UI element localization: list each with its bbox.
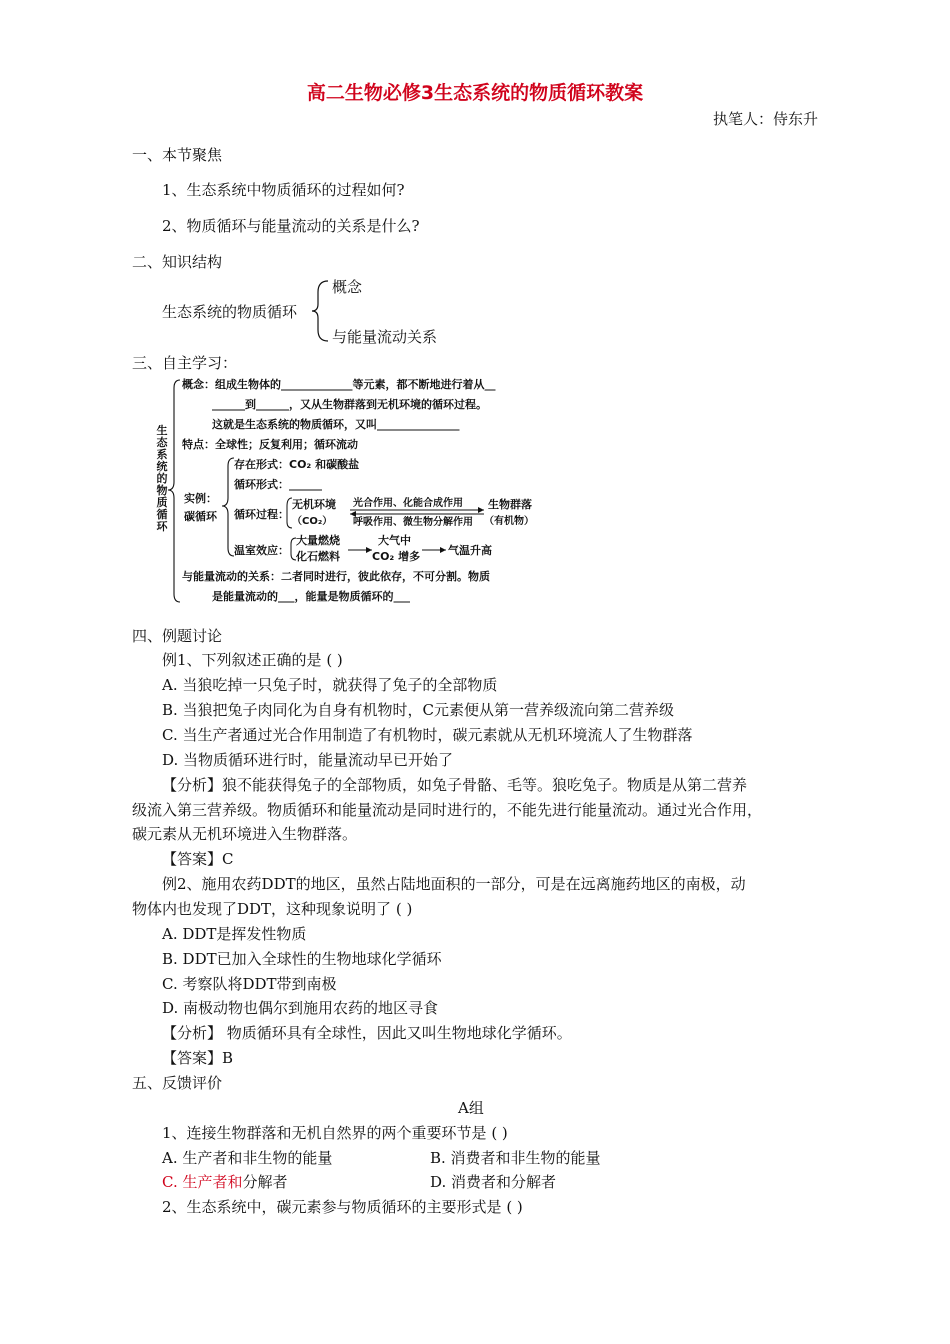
feedback-question-2: 2、生态系统中，碳元素参与物质循环的主要形式是 ( ) bbox=[162, 1198, 523, 1216]
arrow-bottom-label: 呼吸作用、微生物分解作用 bbox=[353, 517, 473, 528]
concept-line-a: 概念：组成生物体的_____________等元素，都不断地进行着从__ bbox=[182, 378, 496, 391]
option-c-highlight: C. 生产者和 bbox=[162, 1173, 243, 1191]
burn-line-2: 化石燃料 bbox=[296, 550, 340, 563]
section-3-heading: 三、自主学习： bbox=[132, 354, 238, 372]
example-2-question-2: 物体内也发现了DDT，这种现象说明了 ( ) bbox=[132, 900, 413, 918]
section-2-heading: 二、知识结构 bbox=[132, 253, 223, 271]
side-label-char: 统 bbox=[156, 460, 168, 473]
example-1-option-d: D. 当物质循环进行时，能量流动早已开始了 bbox=[162, 751, 454, 769]
side-label-char: 态 bbox=[156, 436, 168, 449]
example-1-option-c: C. 当生产者通过光合作用制造了有机物时，碳元素就从无机环境流人了生物群落 bbox=[162, 726, 693, 744]
section-1-heading: 一、本节聚焦 bbox=[132, 146, 223, 164]
burn-line-1: 大量燃烧 bbox=[296, 534, 340, 547]
concept-line-b: ______到______，又从生物群落到无机环境的循环过程。 bbox=[212, 398, 487, 411]
temperature-rise: 气温升高 bbox=[448, 544, 492, 557]
question-2: 2、物质循环与能量流动的关系是什么? bbox=[162, 217, 420, 235]
arrow-forward-head bbox=[478, 507, 484, 513]
feedback-q1-option-c bbox=[162, 1172, 288, 1192]
arrow-top-label: 光合作用、化能合成作用 bbox=[353, 498, 463, 509]
air-line-1: 大气中 bbox=[378, 534, 411, 547]
structure-branch-relation: 与能量流动关系 bbox=[332, 328, 438, 346]
page-title: 高二生物必修3生态系统的物质循环教案 bbox=[306, 82, 644, 104]
feature-line: 特点：全球性；反复利用；循环流动 bbox=[182, 438, 358, 451]
section-5-heading: 五、反馈评价 bbox=[132, 1074, 223, 1092]
example-2-analysis: 【分析】 物质循环具有全球性，因此又叫生物地球化学循环。 bbox=[162, 1024, 572, 1042]
example-2-answer: 【答案】B bbox=[162, 1049, 234, 1067]
relation-line-a: 与能量流动的关系：二者同时进行，彼此依存，不可分割。物质 bbox=[182, 570, 490, 583]
example-1-answer: 【答案】C bbox=[162, 850, 234, 868]
side-label-char: 物 bbox=[156, 484, 168, 497]
author-line: 执笔人：侍东升 bbox=[712, 110, 818, 128]
example-1-analysis-2: 级流入第三营养级。物质循环和能量流动是同时进行的，不能先进行能量流动。通过光合作用， bbox=[132, 801, 763, 819]
carbon-cycle-diagram bbox=[150, 372, 570, 608]
organic-matter-label: （有机物） bbox=[484, 516, 534, 527]
example-2-option-b: B. DDT已加入全球性的生物地球化学循环 bbox=[162, 950, 442, 968]
example-1-question: 例1、下列叙述正确的是 ( ) bbox=[162, 651, 343, 669]
relation-line-b: 是能量流动的___，能量是物质循环的___ bbox=[212, 590, 410, 603]
concept-line-c: 这就是生态系统的物质循环，又叫_______________ bbox=[212, 418, 460, 431]
option-c-rest: 分解者 bbox=[242, 1173, 288, 1191]
air-line-2: CO₂ 增多 bbox=[372, 550, 421, 563]
example-label: 实例： bbox=[184, 492, 217, 505]
carbon-cycle-label: 碳循环 bbox=[184, 510, 217, 523]
inorganic-environment: 无机环境 bbox=[292, 498, 336, 511]
example-2-option-d: D. 南极动物也偶尔到施用农药的地区寻食 bbox=[162, 999, 439, 1017]
structure-root: 生态系统的物质循环 bbox=[162, 303, 298, 321]
example-2-option-a: A. DDT是挥发性物质 bbox=[162, 925, 307, 943]
structure-branch-concept: 概念 bbox=[332, 278, 363, 296]
process-label: 循环过程： bbox=[234, 508, 289, 521]
side-label-char: 质 bbox=[156, 496, 168, 509]
side-label-char: 循 bbox=[156, 508, 168, 521]
side-label-char: 的 bbox=[156, 472, 168, 485]
diagram-side-label bbox=[157, 423, 169, 533]
form-exist: 存在形式：CO₂ 和碳酸盐 bbox=[234, 458, 360, 471]
biotic-community: 生物群落 bbox=[488, 498, 532, 511]
structure-brace bbox=[310, 278, 332, 344]
greenhouse-label: 温室效应： bbox=[234, 544, 289, 557]
greenhouse-arrow-2-head bbox=[440, 547, 446, 553]
question-1: 1、生态系统中物质循环的过程如何? bbox=[162, 181, 405, 199]
side-label-char: 生 bbox=[156, 424, 168, 437]
side-label-char: 环 bbox=[156, 520, 168, 533]
example-2-question-1: 例2、施用农药DDT的地区，虽然占陆地面积的一部分，可是在远离施药地区的南极，动 bbox=[162, 875, 746, 893]
side-label-char: 系 bbox=[156, 448, 168, 461]
svg-text:生态系统的物质循环 bbox=[157, 423, 169, 533]
feedback-q1-option-a: A. 生产者和非生物的能量 bbox=[162, 1149, 333, 1167]
example-2-option-c: C. 考察队将DDT带到南极 bbox=[162, 975, 337, 993]
co2-label: （CO₂） bbox=[292, 516, 333, 527]
example-1-analysis-3: 碳元素从无机环境进入生物群落。 bbox=[132, 825, 358, 843]
example-1-option-b: B. 当狼把兔子肉同化为自身有机物时，C元素便从第一营养级流向第二营养级 bbox=[162, 701, 675, 719]
feedback-q1-option-b: B. 消费者和非生物的能量 bbox=[430, 1149, 601, 1167]
example-1-option-a: A. 当狼吃掉一只兔子时，就获得了兔子的全部物质 bbox=[162, 676, 498, 694]
example-brace bbox=[222, 458, 234, 556]
feedback-question-1: 1、连接生物群落和无机自然界的两个重要环节是 ( ) bbox=[162, 1124, 508, 1142]
form-cycle: 循环形式：______ bbox=[234, 478, 322, 491]
main-brace bbox=[168, 380, 180, 602]
example-1-analysis-1: 【分析】狼不能获得兔子的全部物质，如兔子骨骼、毛等。狼吃兔子。物质是从第二营养 bbox=[162, 776, 748, 794]
group-a-label: A组 bbox=[458, 1099, 484, 1117]
section-4-heading: 四、例题讨论 bbox=[132, 627, 223, 645]
feedback-q1-option-d: D. 消费者和分解者 bbox=[430, 1173, 557, 1191]
